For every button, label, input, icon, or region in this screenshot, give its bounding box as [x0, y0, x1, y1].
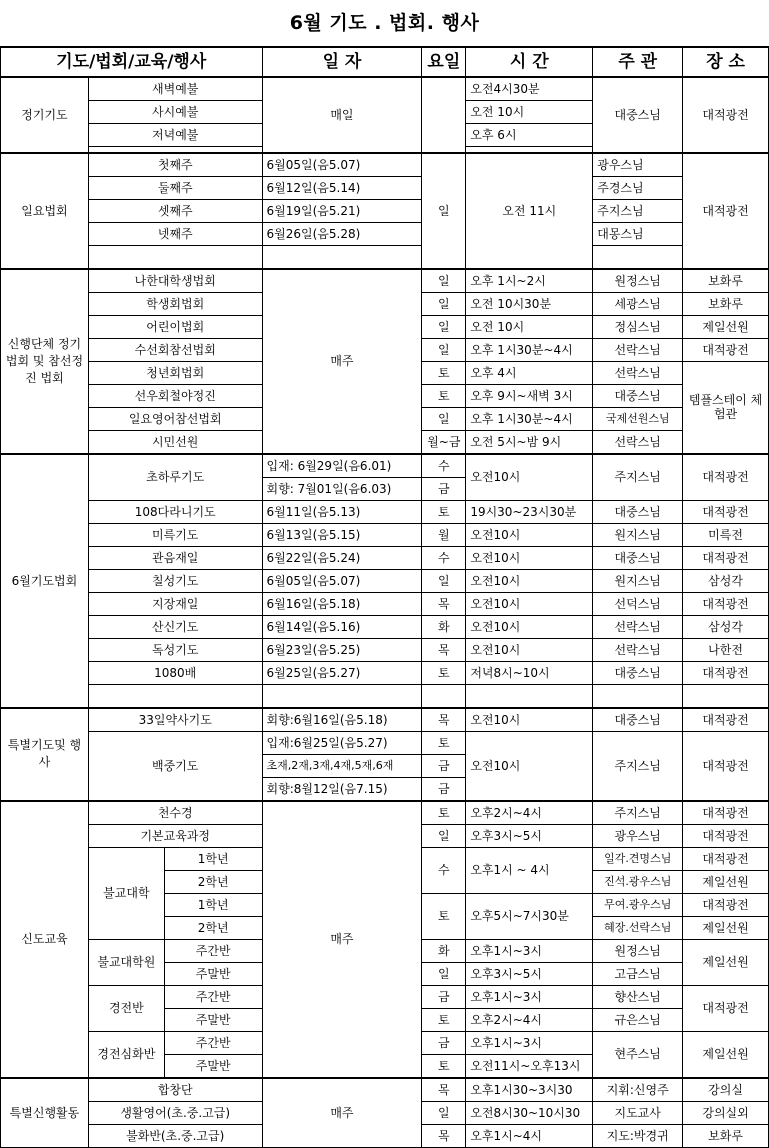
item-label: 수선회참선법회: [88, 338, 262, 361]
day-cell: 금: [422, 477, 466, 500]
item-label: [88, 684, 262, 708]
host-cell: 대중스님: [593, 384, 683, 407]
day-cell: 목: [422, 592, 466, 615]
host-cell: 선락스님: [593, 638, 683, 661]
schedule-table: [0, 46, 769, 1148]
date-cell: [262, 684, 422, 708]
header-row: [1, 47, 769, 77]
day-cell: 일: [422, 407, 466, 430]
date-cell: 입재:6월25일(음5.27): [262, 731, 422, 754]
item-label: 관음재일: [88, 546, 262, 569]
time-cell: 오전4시30분: [466, 77, 593, 101]
day-cell: [422, 77, 466, 153]
item-label: 둘째주: [88, 176, 262, 199]
time-cell: 오후 4시: [466, 361, 593, 384]
host-cell: 규은스님: [593, 1008, 683, 1031]
day-cell: 토: [422, 384, 466, 407]
place-cell: 대적광전: [683, 985, 769, 1031]
host-cell: 선락스님: [593, 615, 683, 638]
time-cell: 오후 9시~새벽 3시: [466, 384, 593, 407]
day-cell: 일: [422, 269, 466, 293]
table-row: [1, 801, 769, 825]
table-row: [1, 546, 769, 569]
item-label: 주말반: [164, 1054, 262, 1078]
table-row: [1, 569, 769, 592]
empty-cell: [593, 245, 683, 269]
host-cell: 현주스님: [593, 1031, 683, 1078]
place-cell: 보화루: [683, 292, 769, 315]
item-label: 주간반: [164, 939, 262, 962]
time-cell: 오전10시: [466, 454, 593, 501]
date-cell: 매주: [262, 1078, 422, 1148]
item-label: 청년회법회: [88, 361, 262, 384]
day-cell: 토: [422, 1054, 466, 1078]
day-cell: 화: [422, 939, 466, 962]
item-label: 학생회법회: [88, 292, 262, 315]
day-cell: 수: [422, 454, 466, 478]
place-cell: 대적광전: [683, 546, 769, 569]
time-cell: 오전10시: [466, 615, 593, 638]
time-cell: 오전 11시: [466, 153, 593, 269]
day-cell: 수: [422, 847, 466, 893]
table-row: [1, 176, 769, 199]
group-label: 경전심화반: [88, 1031, 164, 1078]
table-row: [1, 500, 769, 523]
host-cell: 주지스님: [593, 731, 683, 801]
host-cell: 국제선원스님: [593, 407, 683, 430]
date-cell: 6월11일(음5.13): [262, 500, 422, 523]
date-cell: 6월14일(음5.16): [262, 615, 422, 638]
table-row: [1, 615, 769, 638]
day-cell: 목: [422, 1078, 466, 1102]
date-cell: 6월19일(음5.21): [262, 199, 422, 222]
table-row: [1, 708, 769, 732]
time-cell: 오전10시: [466, 592, 593, 615]
time-cell: 오후3시~5시: [466, 962, 593, 985]
section-label: 6월기도법회: [1, 454, 89, 708]
host-cell: [593, 684, 683, 708]
host-cell: 주지스님: [593, 454, 683, 501]
table-row: [1, 684, 769, 708]
group-label: 불교대학: [88, 847, 164, 939]
day-cell: [422, 684, 466, 708]
item-label: 독성기도: [88, 638, 262, 661]
table-row: [1, 199, 769, 222]
item-label: 불화반(초.중.고급): [88, 1124, 262, 1147]
time-cell: 오전 5시~밤 9시: [466, 430, 593, 454]
table-row: [1, 661, 769, 684]
place-cell: [683, 684, 769, 708]
host-cell: 대몽스님: [593, 222, 683, 245]
host-cell: 광우스님: [593, 824, 683, 847]
item-label: 어린이법회: [88, 315, 262, 338]
group-label: 불교대학원: [88, 939, 164, 985]
host-cell: 향산스님: [593, 985, 683, 1008]
table-row: [1, 1078, 769, 1102]
date-cell: 6월26일(음5.28): [262, 222, 422, 245]
time-cell: 오후1시~3시: [466, 939, 593, 962]
host-cell: 무여.광우스님: [593, 893, 683, 916]
time-cell: 오후 6시: [466, 124, 593, 147]
date-cell: 6월12일(음5.14): [262, 176, 422, 199]
header-day: 요일: [422, 47, 466, 77]
place-cell: 삼성각: [683, 569, 769, 592]
host-cell: 선락스님: [593, 361, 683, 384]
host-cell: 주지스님: [593, 801, 683, 825]
item-label: 천수경: [88, 801, 262, 825]
place-cell: 대적광전: [683, 661, 769, 684]
item-label: 지장재일: [88, 592, 262, 615]
place-cell: 대적광전: [683, 153, 769, 269]
place-cell: 대적광전: [683, 77, 769, 153]
host-cell: 세광스님: [593, 292, 683, 315]
date-cell: 매주: [262, 801, 422, 1078]
time-cell: 오후1시~4시: [466, 1124, 593, 1147]
item-label: 칠성기도: [88, 569, 262, 592]
place-cell: 대적광전: [683, 500, 769, 523]
header-category: 기도/법회/교육/행사: [1, 47, 263, 77]
host-cell: 고금스님: [593, 962, 683, 985]
time-cell: 오전10시: [466, 638, 593, 661]
host-cell: 혜장.선락스님: [593, 916, 683, 939]
day-cell: 토: [422, 731, 466, 754]
host-cell: 일각.견명스님: [593, 847, 683, 870]
place-cell: 제일선원: [683, 1031, 769, 1078]
item-label: 주간반: [164, 1031, 262, 1054]
place-cell: 강의실: [683, 1078, 769, 1102]
day-cell: 토: [422, 500, 466, 523]
date-cell: 6월22일(음5.24): [262, 546, 422, 569]
date-cell: 6월25일(음5.27): [262, 661, 422, 684]
host-cell: 주지스님: [593, 199, 683, 222]
place-cell: 삼성각: [683, 615, 769, 638]
place-cell: 템플스테이 체험관: [683, 361, 769, 454]
place-cell: 대적광전: [683, 801, 769, 825]
item-label: 산신기도: [88, 615, 262, 638]
host-cell: 진석.광우스님: [593, 870, 683, 893]
place-cell: 대적광전: [683, 708, 769, 732]
section-label: 일요법회: [1, 153, 89, 269]
place-cell: 대적광전: [683, 847, 769, 870]
table-row: [1, 77, 769, 101]
section-label: 정기기도: [1, 77, 89, 153]
time-cell: 오후1시~3시: [466, 1031, 593, 1054]
date-cell: 회향:8월12일(음7.15): [262, 777, 422, 801]
document-title: 6월 기도 . 법회. 행사: [289, 12, 480, 34]
time-cell: 오전10시: [466, 523, 593, 546]
item-label: 사시예불: [88, 101, 262, 124]
day-cell: 금: [422, 1031, 466, 1054]
header-host: 주 관: [593, 47, 683, 77]
host-cell: 대중스님: [593, 708, 683, 732]
item-label: 생활영어(초.중.고급): [88, 1101, 262, 1124]
header-date: 일 자: [262, 47, 422, 77]
day-cell: 금: [422, 777, 466, 801]
time-cell: 오후 1시~2시: [466, 269, 593, 293]
day-cell: 목: [422, 1124, 466, 1147]
header-place: 장 소: [683, 47, 769, 77]
place-cell: 보화루: [683, 269, 769, 293]
day-cell: 일: [422, 315, 466, 338]
date-cell: 6월05일(음5.07): [262, 153, 422, 177]
table-row: [1, 153, 769, 177]
host-cell: 선덕스님: [593, 592, 683, 615]
time-cell: 오후2시~4시: [466, 801, 593, 825]
host-cell: 대중스님: [593, 500, 683, 523]
item-label: 저녁예불: [88, 124, 262, 147]
host-cell: 주경스님: [593, 176, 683, 199]
item-label: 주말반: [164, 962, 262, 985]
day-cell: 일: [422, 569, 466, 592]
date-cell: 6월13일(음5.15): [262, 523, 422, 546]
day-cell: 일: [422, 962, 466, 985]
item-label: 주말반: [164, 1008, 262, 1031]
item-label: 첫째주: [88, 153, 262, 177]
item-label: 새벽예불: [88, 77, 262, 101]
table-row: [1, 638, 769, 661]
table-row: [1, 592, 769, 615]
day-cell: 일: [422, 338, 466, 361]
item-label: 33일약사기도: [88, 708, 262, 732]
time-cell: 오후2시~4시: [466, 1008, 593, 1031]
place-cell: 제일선원: [683, 939, 769, 985]
place-cell: 제일선원: [683, 916, 769, 939]
place-cell: 나한전: [683, 638, 769, 661]
date-cell: 입재: 6월29일(음6.01): [262, 454, 422, 478]
date-cell: 매주: [262, 269, 422, 454]
time-cell: 오후1시30~3시30: [466, 1078, 593, 1102]
item-label: 2학년: [164, 870, 262, 893]
place-cell: 대적광전: [683, 454, 769, 501]
day-cell: 일: [422, 1101, 466, 1124]
day-cell: 일: [422, 153, 466, 269]
time-cell: 오후1시 ~ 4시: [466, 847, 593, 893]
time-cell: 오전 10시: [466, 315, 593, 338]
place-cell: 대적광전: [683, 731, 769, 801]
day-cell: 금: [422, 985, 466, 1008]
host-cell: 지휘:신영주: [593, 1078, 683, 1102]
host-cell: 대중스님: [593, 546, 683, 569]
date-cell: 6월05일(음5.07): [262, 569, 422, 592]
date-cell: 6월23일(음5.25): [262, 638, 422, 661]
day-cell: 수: [422, 546, 466, 569]
item-label: 백중기도: [88, 731, 262, 801]
date-cell: 6월16일(음5.18): [262, 592, 422, 615]
day-cell: 목: [422, 638, 466, 661]
day-cell: 토: [422, 893, 466, 939]
host-cell: 선락스님: [593, 430, 683, 454]
host-cell: 원정스님: [593, 939, 683, 962]
section-label: 특별신행활동: [1, 1078, 89, 1148]
table-row: [1, 269, 769, 293]
day-cell: 일: [422, 824, 466, 847]
item-label: 주간반: [164, 985, 262, 1008]
day-cell: 목: [422, 708, 466, 732]
table-row-empty: [1, 245, 769, 269]
item-label: 1080배: [88, 661, 262, 684]
table-row: [1, 222, 769, 245]
table-row: [1, 523, 769, 546]
item-label: 기본교육과정: [88, 824, 262, 847]
empty-cell: [262, 245, 422, 269]
group-label: 경전반: [88, 985, 164, 1031]
place-cell: 제일선원: [683, 315, 769, 338]
table-row: [1, 454, 769, 478]
item-label: 미륵기도: [88, 523, 262, 546]
time-cell: 오전8시30~10시30: [466, 1101, 593, 1124]
time-cell: 오후1시~3시: [466, 985, 593, 1008]
item-label: 나한대학생법회: [88, 269, 262, 293]
time-cell: 오전11시~오후13시: [466, 1054, 593, 1078]
host-cell: 대중스님: [593, 661, 683, 684]
item-label: 2학년: [164, 916, 262, 939]
day-cell: 월~금: [422, 430, 466, 454]
time-cell: 오후3시~5시: [466, 824, 593, 847]
time-cell: 오후5시~7시30분: [466, 893, 593, 939]
section-label: 신행단체 정기법회 및 참선정진 법회: [1, 269, 89, 454]
date-cell: 초재,2재,3재,4재,5재,6재: [262, 754, 422, 777]
time-cell: 저녁8시~10시: [466, 661, 593, 684]
time-cell: 오전10시: [466, 569, 593, 592]
item-label: 넷째주: [88, 222, 262, 245]
time-cell: 오전10시: [466, 708, 593, 732]
host-cell: 원지스님: [593, 569, 683, 592]
place-cell: 대적광전: [683, 824, 769, 847]
date-cell: 회향:6월16일(음5.18): [262, 708, 422, 732]
host-cell: 대중스님: [593, 77, 683, 153]
place-cell: 대적광전: [683, 893, 769, 916]
day-cell: 화: [422, 615, 466, 638]
time-cell: [466, 684, 593, 708]
item-label: 선우회철야정진: [88, 384, 262, 407]
day-cell: 일: [422, 292, 466, 315]
host-cell: 지도:박경귀: [593, 1124, 683, 1147]
time-cell: 오후 1시30분~4시: [466, 407, 593, 430]
section-label: 신도교육: [1, 801, 89, 1078]
place-cell: 대적광전: [683, 338, 769, 361]
place-cell: 대적광전: [683, 592, 769, 615]
header-time: 시 간: [466, 47, 593, 77]
time-cell: 오전 10시: [466, 101, 593, 124]
item-label: 1학년: [164, 893, 262, 916]
empty-cell: [88, 245, 262, 269]
host-cell: 원지스님: [593, 523, 683, 546]
day-cell: 토: [422, 661, 466, 684]
item-label: 108다라니기도: [88, 500, 262, 523]
place-cell: 미륵전: [683, 523, 769, 546]
time-cell: 오후 1시30분~4시: [466, 338, 593, 361]
table-row: [1, 731, 769, 754]
time-cell: 19시30~23시30분: [466, 500, 593, 523]
day-cell: 금: [422, 754, 466, 777]
time-cell: 오전10시: [466, 731, 593, 801]
time-cell: 오전 10시30분: [466, 292, 593, 315]
place-cell: 제일선원: [683, 870, 769, 893]
day-cell: 월: [422, 523, 466, 546]
host-cell: 원정스님: [593, 269, 683, 293]
host-cell: 광우스님: [593, 153, 683, 177]
date-cell: 회향: 7월01일(음6.03): [262, 477, 422, 500]
host-cell: 지도교사: [593, 1101, 683, 1124]
place-cell: 보화루: [683, 1124, 769, 1147]
place-cell: 강의실외: [683, 1101, 769, 1124]
item-label: 시민선원: [88, 430, 262, 454]
host-cell: 선락스님: [593, 338, 683, 361]
item-label: 초하루기도: [88, 454, 262, 501]
time-cell: 오전10시: [466, 546, 593, 569]
item-label: 셋째주: [88, 199, 262, 222]
day-cell: 토: [422, 1008, 466, 1031]
date-cell: 매일: [262, 77, 422, 153]
day-cell: 토: [422, 361, 466, 384]
item-label: 합창단: [88, 1078, 262, 1102]
host-cell: 정심스님: [593, 315, 683, 338]
day-cell: 토: [422, 801, 466, 825]
item-label: 1학년: [164, 847, 262, 870]
item-label: 일요영어참선법회: [88, 407, 262, 430]
section-label: 특별기도및 행사: [1, 708, 89, 801]
